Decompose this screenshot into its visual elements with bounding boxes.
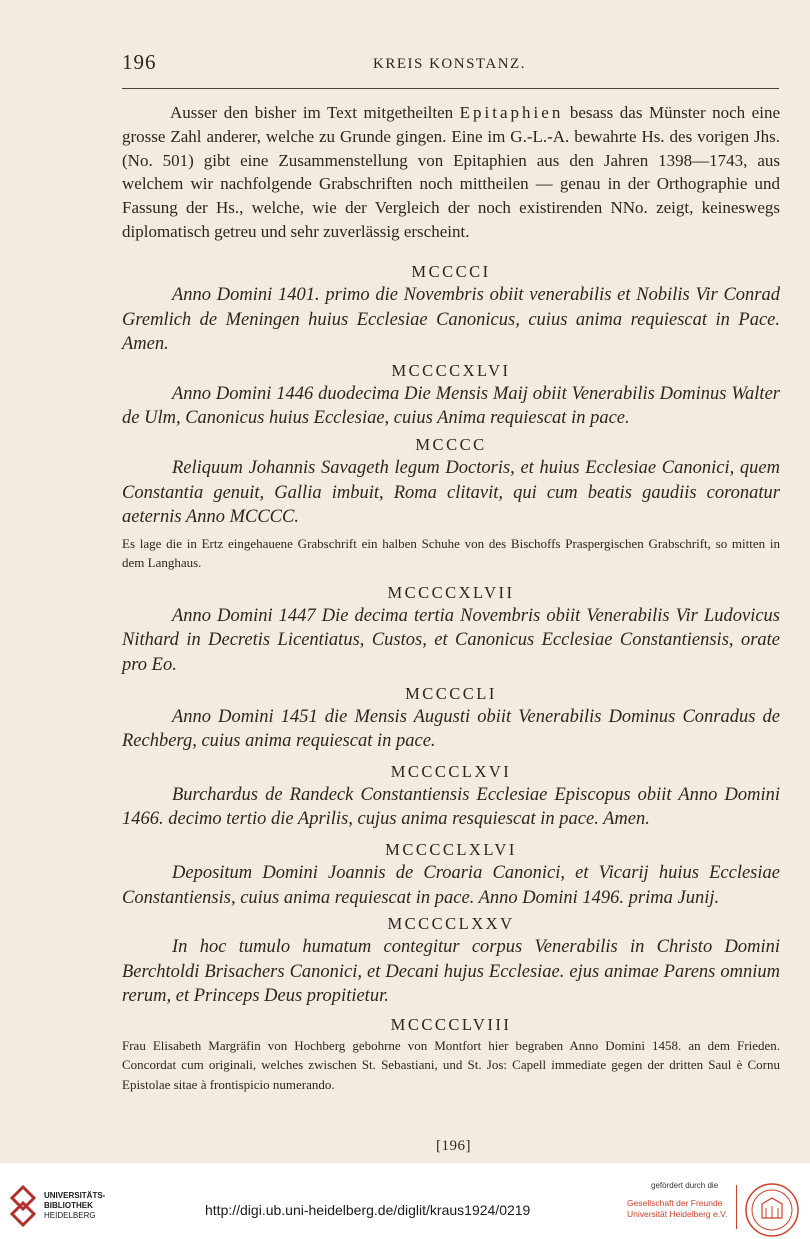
epitaph-text: Depositum Domini Joannis de Croaria Canonici, et Vicarij huius Ecclesiae Constantiensis, cuius anima requiescat in pace. Anno Domini 1496. prima Junij. bbox=[122, 862, 780, 908]
year-heading: MCCCCI bbox=[411, 262, 491, 281]
epitaph-text: Anno Domini 1447 Die decima tertia Novembris obiit Venerabilis Vir Ludovicus Nithard in Decretis Licentiatus, Custos, et Canonicus Ecclesiae Constantiensis, orate pro Eo. bbox=[122, 605, 780, 675]
year-heading: MCCCCLXVI bbox=[390, 761, 512, 781]
footer-divider bbox=[736, 1185, 737, 1229]
epitaph-text: Anno Domini 1451 die Mensis Augusti obiit Venerabilis Dominus Conradus de Rechberg, cuius anima requiescat in pace. bbox=[122, 706, 780, 752]
epitaph-note: Es lage die in Ertz eingehauene Grabschrift ein halben Schuhe von des Bischoffs Praspergischen Grabschrift, so mitten in dem Langhaus. bbox=[122, 535, 780, 571]
intro-text-1: Ausser den bisher im Text mitgetheilten bbox=[170, 103, 460, 122]
intro-spaced-word: Epitaphien bbox=[459, 103, 564, 122]
epitaph-text: In hoc tumulo humatum contegitur corpus Venerabilis in Christo Domini Berchtoldi Brisachers Canonici, et Decani hujus Ecclesiae. ejus animae Parens omnium rerum, et Princeps Deus propitietur. bbox=[122, 937, 780, 1007]
epitaph-note: Frau Elisabeth Margräfin von Hochberg gebohrne von Montfort hier begraben Anno Domini 1458. an dem Frieden. Concordat cum originali, welches zwischen St. Sebastiani, und St. Jos: Capell immediate gegen der dritten Saul è Cornu Epistolae sitae à frontispicio numerando. bbox=[122, 1037, 780, 1092]
page-number: 196 bbox=[122, 50, 157, 74]
library-name: UNIVERSITÄTS- BIBLIOTHEK HEIDELBERG bbox=[44, 1191, 106, 1220]
digitization-footer bbox=[0, 1163, 810, 1239]
permalink[interactable]: http://digi.ub.uni-heidelberg.de/diglit/kraus1924/0219 bbox=[205, 1202, 531, 1218]
year-heading: MCCCCXLVII bbox=[387, 582, 515, 602]
intro-paragraph bbox=[122, 101, 780, 244]
society-name: Gesellschaft der Freunde Universität Heidelberg e.V. bbox=[627, 1198, 728, 1219]
epitaph-text: Anno Domini 1446 duodecima Die Mensis Maij obiit Venerabilis Dominus Walter de Ulm, Canonicus huius Ecclesiae, cuius Anima requiescat in pace. bbox=[122, 383, 780, 429]
year-heading: MCCCCXLVI bbox=[391, 360, 511, 380]
header-rule bbox=[122, 88, 779, 89]
funded-by-label: gefördert durch die bbox=[651, 1181, 719, 1190]
year-heading: MCCCCLI bbox=[405, 683, 497, 703]
epitaph-text: Reliquum Johannis Savageth legum Doctoris, et huius Ecclesiae Canonici, quem Constantia genuit, Gallia imbuit, Roma clitavit, qui cum beatis gaudiis coronatur aeternis Anno MCCCC. bbox=[122, 457, 780, 528]
plate-number: [196] bbox=[436, 1138, 471, 1154]
epitaph-list bbox=[122, 260, 780, 1094]
year-heading: MCCCCLVIII bbox=[390, 1014, 512, 1034]
epitaph-text: Anno Domini 1401. primo die Novembris obiit venerabilis et Nobilis Vir Conrad Gremlich de Meningen huius Ecclesiae Canonicus, cuius anima requiescat in Pace. Amen. bbox=[122, 285, 780, 355]
epitaph-text: Burchardus de Randeck Constantiensis Ecclesiae Episcopus obiit Anno Domini 1466. decimo tertio die Aprilis, cujus anima resquiescat in pace. Amen. bbox=[122, 784, 780, 830]
running-title: KREIS KONSTANZ. bbox=[373, 56, 526, 72]
year-heading: MCCCC bbox=[415, 434, 487, 454]
year-heading: MCCCCLXLVI bbox=[385, 839, 517, 859]
year-heading: MCCCCLXXV bbox=[387, 914, 515, 934]
society-seal-icon bbox=[744, 1182, 800, 1238]
library-logo-icon bbox=[8, 1185, 38, 1227]
intro-text-2: besass das Münster noch eine grosse Zahl anderer, welche zu Grunde gingen. Eine im G.-L.-A. bewahrte Hs. des vorigen Jhs. (No. 501) gibt eine Zusammenstellung von Epitaphien aus den Jahren 1398—1743, aus welchem wir nachfolgende Grabschriften noch mittheilen — genau in der Orthographie und Fassung der Hs., welche, wie der Vergleich der noch existirenden NNo. zeigt, keineswegs diplomatisch getreu und sehr zuverlässig erscheint. bbox=[122, 103, 780, 241]
